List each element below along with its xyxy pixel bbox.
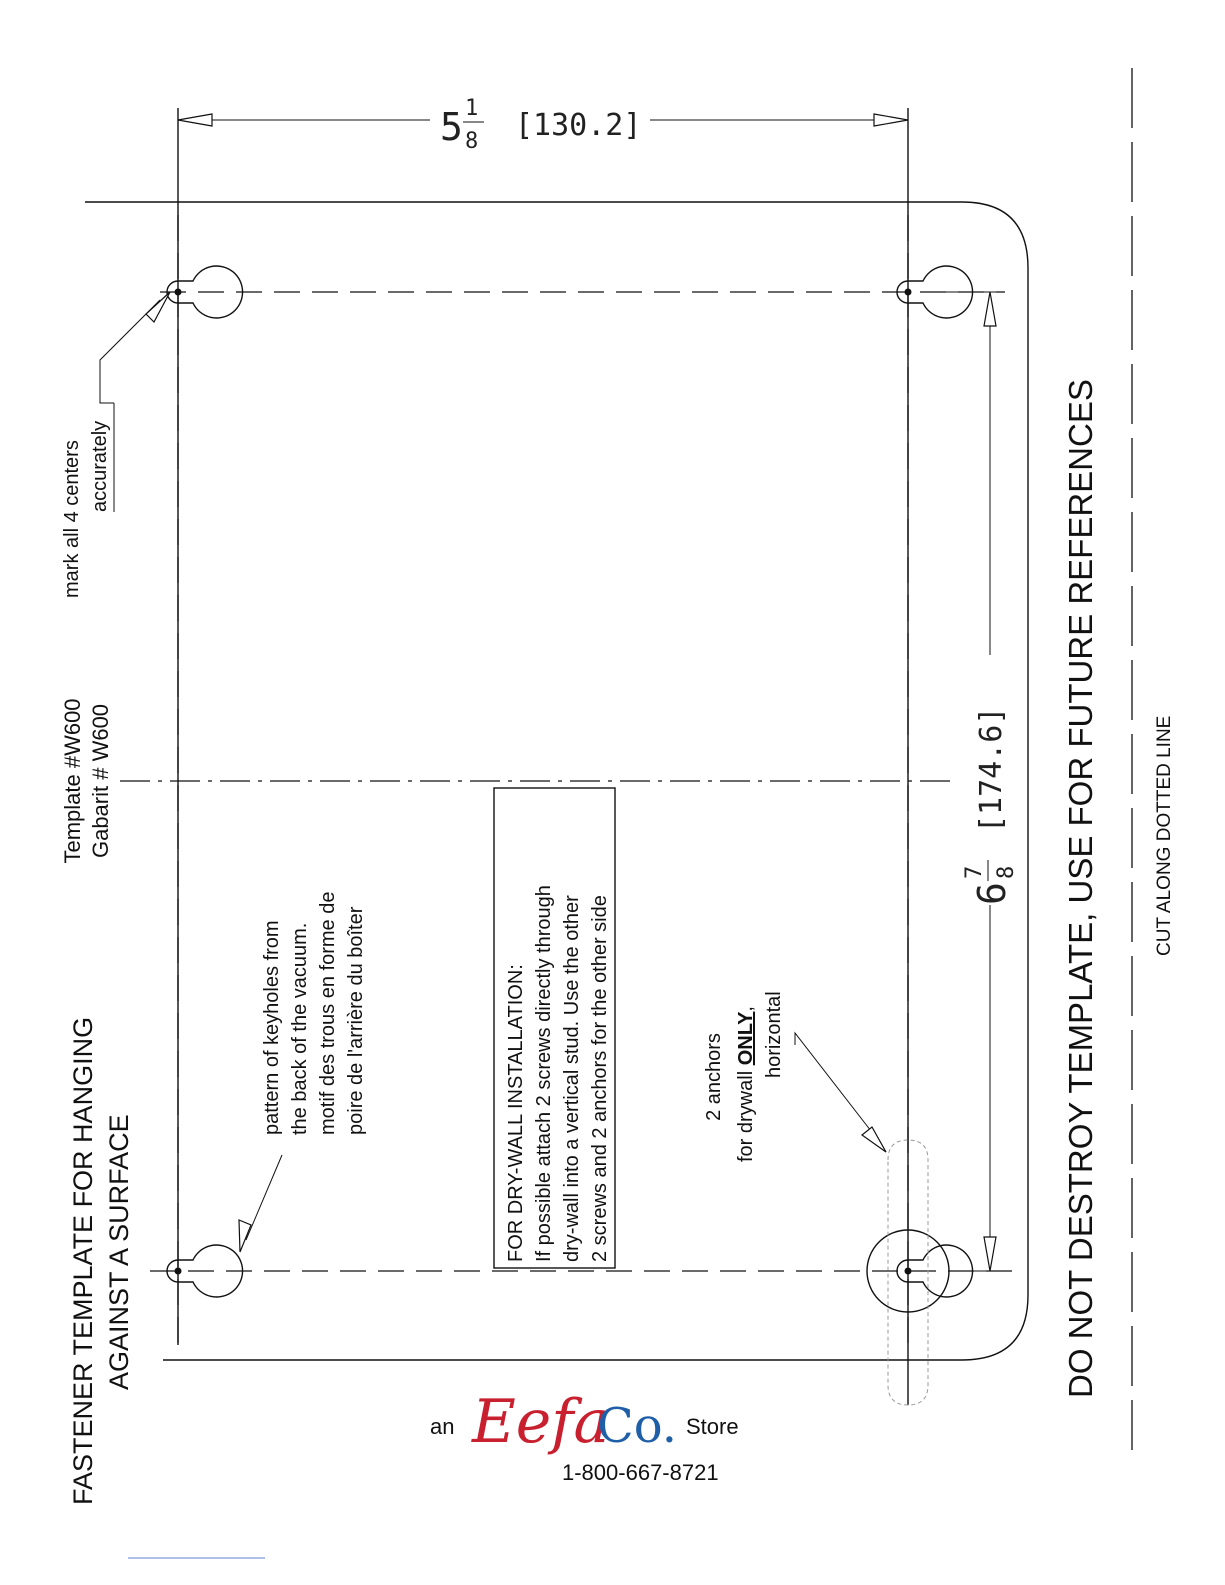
brand-name-red: Eefa — [472, 1387, 610, 1457]
warning-text: DO NOT DESTROY TEMPLATE, USE FOR FUTURE REFERENCES — [1062, 379, 1099, 1398]
drywall-note-line-2: If possible attach 2 screws directly through — [533, 885, 555, 1262]
keyhole-note-line-3: motif des trous en forme de — [317, 891, 339, 1135]
brand-suffix: Store — [686, 1414, 739, 1439]
keyhole-note-leader — [239, 1155, 282, 1252]
keyhole-note-line-1: pattern of keyholes from — [261, 920, 283, 1135]
brand-phone: 1-800-667-8721 — [562, 1460, 719, 1485]
drywall-note-line-3: dry-wall into a vertical stud. Use the other — [561, 895, 583, 1262]
brand-prefix: an — [430, 1414, 455, 1439]
anchors-note-leader — [795, 1033, 886, 1152]
top-dim-denominator: 8 — [465, 129, 479, 154]
anchors-note-line-3: horizontal — [763, 991, 785, 1078]
keyhole-note-line-2: the back of the vacuum. — [289, 922, 311, 1135]
brand-name-blue: Co. — [597, 1398, 678, 1454]
template-id-line-1: Template #W600 — [60, 698, 85, 864]
top-dim-metric: [130.2] — [515, 108, 642, 143]
right-dim-numerator: 7 — [962, 865, 987, 879]
drywall-note-line-1: FOR DRY-WALL INSTALLATION: — [505, 964, 527, 1262]
right-dim-whole: 6 — [970, 882, 1014, 905]
anchors-note-only: ONLY — [735, 1011, 757, 1066]
mark-centers-leader — [100, 292, 170, 403]
anchors-note-pre: for drywall — [735, 1065, 757, 1162]
top-dim-whole: 5 — [440, 105, 463, 149]
template-id-line-2: Gabarit # W600 — [88, 703, 113, 859]
top-dim-numerator: 1 — [465, 96, 479, 121]
mark-centers-line-2: accurately — [89, 420, 111, 512]
mark-centers-line-1: mark all 4 centers — [61, 440, 83, 598]
brand-logo — [430, 1387, 739, 1485]
right-dim-denominator: 8 — [994, 865, 1019, 879]
right-dim-metric: [174.6] — [974, 706, 1009, 833]
anchors-note-line-2 — [735, 1006, 757, 1162]
cut-line-label: CUT ALONG DOTTED LINE — [1154, 715, 1175, 956]
anchors-note-line-1: 2 anchors — [703, 1033, 725, 1121]
title-line-2: AGAINST A SURFACE — [104, 1114, 134, 1390]
anchors-note-comma: , — [735, 1006, 757, 1012]
title-line-1: FASTENER TEMPLATE FOR HANGING — [68, 1016, 98, 1505]
drywall-note-line-4: 2 screws and 2 anchors for the other side — [589, 895, 611, 1262]
keyhole-note-line-4: poire de l'arrière du boîter — [345, 906, 367, 1135]
